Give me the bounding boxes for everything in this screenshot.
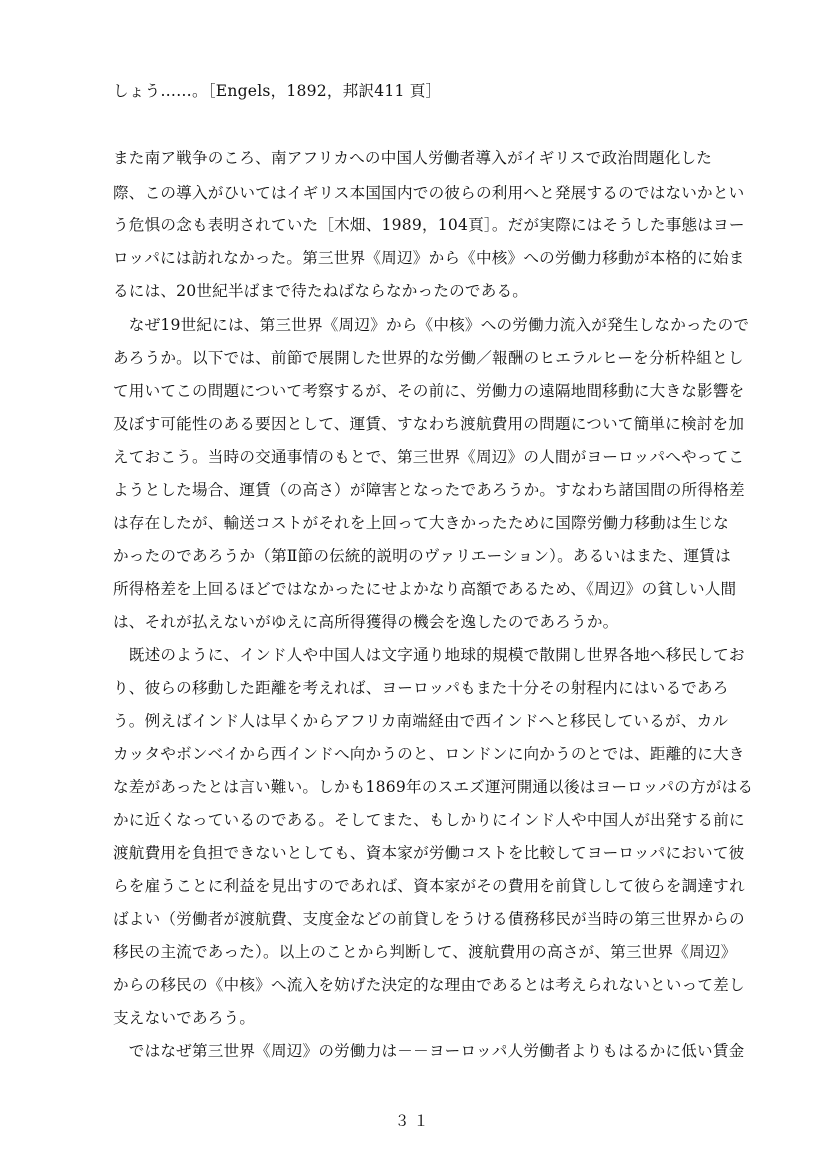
text-line: えておこう。当時の交通事情のもとで、第三世界《周辺》の人間がヨーロッパへやってこ: [113, 448, 745, 466]
text-line: また南ア戦争のころ、南アフリカへの中国人労働者導入がイギリスで政治問題化した: [113, 149, 713, 167]
text-line: カッタやボンベイから西インドへ向かうのと、ロンドンに向かうのとでは、距離的に大き: [113, 745, 745, 763]
text-line: 支えないであろう。: [113, 1009, 256, 1027]
text-line: 際、この導入がひいてはイギリス本国国内での彼らの利用へと発展するのではないかとい: [113, 184, 745, 202]
text-line: るには、20世紀半ばまで待たねばならなかったのである。: [113, 282, 529, 300]
text-line: なぜ19世紀には、第三世界《周辺》から《中核》への労働力流入が発生しなかったので: [113, 316, 750, 334]
text-line: り、彼らの移動した距離を考えれば、ヨーロッパもまた十分その射程内にはいるであろ: [113, 679, 729, 697]
text-line: 所得格差を上回るほどではなかったにせよかなり高額であるため、《周辺》の貧しい人間: [113, 580, 737, 598]
text-line: は、それが払えないがゆえに高所得獲得の機会を逸したのであろうか。: [113, 613, 619, 631]
text-line: ようとした場合、運賃（の高さ）が障害となったであろうか。すなわち諸国間の所得格差: [113, 481, 745, 499]
text-line: 既述のように、インド人や中国人は文字通り地球的規模で散開し世界各地へ移民してお: [113, 646, 745, 664]
text-line: からの移民の《中核》へ流入を妨げた決定的な理由であるとは考えられないといって差し: [113, 976, 745, 994]
text-line: 移民の主流であった）。以上のことから判断して、渡航費用の高さが、第三世界《周辺》: [113, 943, 737, 961]
text-line: らを雇うことに利益を見出すのであれば、資本家がその費用を前貸しして彼らを調達すれ: [113, 877, 745, 895]
text-line: 渡航費用を負担できないとしても、資本家が労働コストを比較してヨーロッパにおいて彼: [113, 844, 745, 862]
text-line: て用いてこの問題について考察するが、その前に、労働力の遠隔地間移動に大きな影響を: [113, 382, 745, 400]
text-line: 及ぼす可能性のある要因として、運賃、すなわち渡航費用の問題について簡単に検討を加: [113, 415, 745, 433]
text-line: かったのであろうか（第Ⅱ節の伝統的説明のヴァリエーション）。あるいはまた、運賃は: [113, 547, 731, 565]
text-line: あろうか。以下では、前節で展開した世界的な労働／報酬のヒエラルヒーを分析枠組とし: [113, 349, 744, 367]
text-line: ばよい（労働者が渡航費、支度金などの前貸しをうける債務移民が当時の第三世界からの: [113, 910, 745, 928]
text-line: な差があったとは言い難い。しかも1869年のスエズ運河開通以後はヨーロッパの方がはる: [113, 778, 753, 796]
text-line: しょう……。［Engels，1892，邦訳411 頁］: [113, 82, 442, 100]
text-line: う。例えばインド人は早くからアフリカ南端経由で西インドへと移民しているが、カル: [113, 712, 729, 730]
text-line: ではなぜ第三世界《周辺》の労働力は－－ヨーロッパ人労働者よりもはるかに低い賃金: [113, 1042, 745, 1060]
text-line: う危惧の念も表明されていた［木畑、1989，104頁］。だが実際にはそうした事態はヨー: [113, 216, 745, 234]
text-line: かに近くなっているのである。そしてまた、もしかりにインド人や中国人が出発する前に: [113, 811, 745, 829]
text-line: は存在したが、輸送コストがそれを上回って大きかったために国際労働力移動は生じな: [113, 514, 729, 532]
text-line: ロッパには訪れなかった。第三世界《周辺》から《中核》への労働力移動が本格的に始ま: [113, 249, 745, 267]
page-number: ３１: [394, 1112, 433, 1130]
